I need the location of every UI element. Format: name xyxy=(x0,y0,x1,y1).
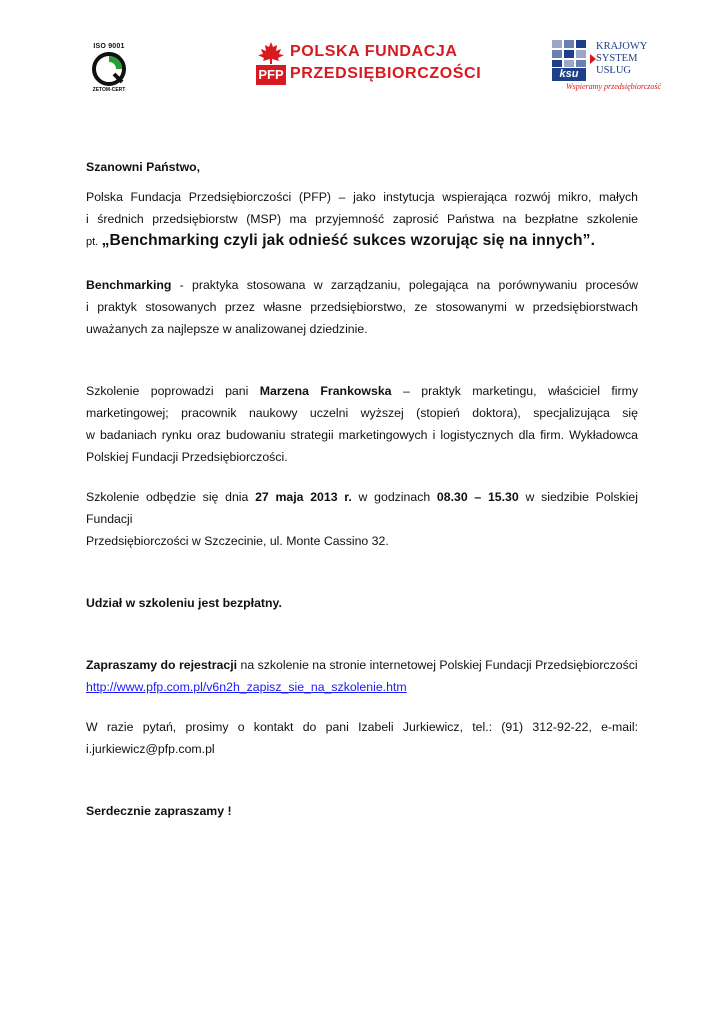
invitation-letter xyxy=(86,150,638,822)
registration-bold: Zapraszamy do rejestracji xyxy=(86,658,238,672)
trainer-line: marketingowej; pracownik naukowy uczelni wyższej (stopień doktora), specjalizująca się xyxy=(86,406,638,420)
definition-line: uważanych za najlepsze w analizowanej dziedzinie. xyxy=(86,322,368,336)
trainer-name: Marzena Frankowska xyxy=(259,384,392,398)
pfp-name-line2: PRZEDSIĘBIORCZOŚCI xyxy=(290,65,482,82)
closing-text: Serdecznie zapraszamy ! xyxy=(86,804,232,818)
registration-text: na szkolenie na stronie internetowej Polskiej Fundacji Przedsiębiorczości xyxy=(237,658,638,672)
schedule-post: w siedzibie Polskiej Fundacji xyxy=(86,490,639,526)
contact-line: W razie pytań, prosimy o kontakt do pani Izabeli Jurkiewicz, tel.: (91) 312-92-22, e-mail: xyxy=(86,720,638,734)
trainer-line xyxy=(86,380,638,402)
ksu-name-line: SYSTEM xyxy=(596,53,638,64)
pfp-logo xyxy=(256,40,482,86)
definition-paragraph xyxy=(86,274,638,340)
training-title: „Benchmarking czyli jak odnieść sukces wzorując się na innych”. xyxy=(101,232,596,249)
ksu-logo xyxy=(552,40,662,98)
zetom-cert-emblem-icon xyxy=(92,52,126,86)
ksu-name-line: KRAJOWY xyxy=(596,41,648,52)
trainer-line: w badaniach rynku oraz budowaniu strategii marketingowych i logistycznych dla firm. Wykładowca xyxy=(86,428,638,442)
intro-line: Polska Fundacja Przedsiębiorczości (PFP) – jako instytucja wspierająca rozwój mikro, małych xyxy=(86,190,638,204)
registration-link-line xyxy=(86,676,638,698)
registration-line xyxy=(86,654,638,676)
greeting-text: Szanowni Państwo, xyxy=(86,160,201,174)
definition-line: i praktyk stosowanych przez własne przedsiębiorstwo, ze stosowanymi w przedsiębiorstwach xyxy=(86,300,638,314)
registration-paragraph xyxy=(86,654,638,698)
intro-paragraph xyxy=(86,186,638,253)
ksu-tagline: Wspieramy przedsiębiorczość xyxy=(566,82,662,91)
training-date: 27 maja 2013 r. xyxy=(255,490,352,504)
schedule-line: Przedsiębiorczości w Szczecinie, ul. Monte Cassino 32. xyxy=(86,534,389,548)
contact-email: i.jurkiewicz@pfp.com.pl xyxy=(86,742,215,756)
pfp-name-line1: POLSKA FUNDACJA xyxy=(290,43,458,60)
contact-paragraph xyxy=(86,716,638,760)
ksu-name-line: USŁUG xyxy=(596,65,632,76)
registration-link[interactable]: http://www.pfp.com.pl/v6n2h_zapisz_sie_na_szkolenie.htm xyxy=(86,680,407,694)
intro-line: i średnich przedsiębiorstw (MSP) ma przyjemność zaprosić Państwa na bezpłatne szkolenie xyxy=(86,212,638,226)
schedule-pre: Szkolenie odbędzie się dnia xyxy=(86,490,256,504)
schedule-paragraph xyxy=(86,486,638,552)
intro-title-line xyxy=(86,230,638,253)
definition-term: Benchmarking xyxy=(86,278,172,292)
maple-leaf-icon xyxy=(258,42,284,64)
schedule-line xyxy=(86,486,638,530)
trainer-paragraph xyxy=(86,380,638,468)
ksu-squares-icon xyxy=(552,40,588,67)
iso-title: ISO 9001 xyxy=(93,43,125,50)
free-notice xyxy=(86,592,638,614)
ksu-abbr: ksu xyxy=(552,68,586,81)
trainer-line: Polskiej Fundacji Przedsiębiorczości. xyxy=(86,450,288,464)
ksu-name xyxy=(596,41,647,77)
definition-line xyxy=(86,274,638,296)
pfp-abbr-badge: PFP xyxy=(256,65,286,85)
training-hours: 08.30 – 15.30 xyxy=(436,490,519,504)
iso-certificate-logo xyxy=(84,42,134,94)
trainer-pre: Szkolenie poprowadzi pani xyxy=(86,384,260,398)
greeting xyxy=(86,156,638,178)
definition-text: - praktyka stosowana w zarządzaniu, polegająca na porównywaniu procesów xyxy=(171,278,638,292)
iso-subtitle: ZETOM-CERT xyxy=(92,87,126,93)
trainer-post: – praktyk marketingu, właściciel firmy xyxy=(391,384,638,398)
schedule-mid: w godzinach xyxy=(351,490,437,504)
closing xyxy=(86,800,638,822)
free-notice-text: Udział w szkoleniu jest bezpłatny. xyxy=(86,596,282,610)
pt-label: pt. xyxy=(86,236,99,248)
